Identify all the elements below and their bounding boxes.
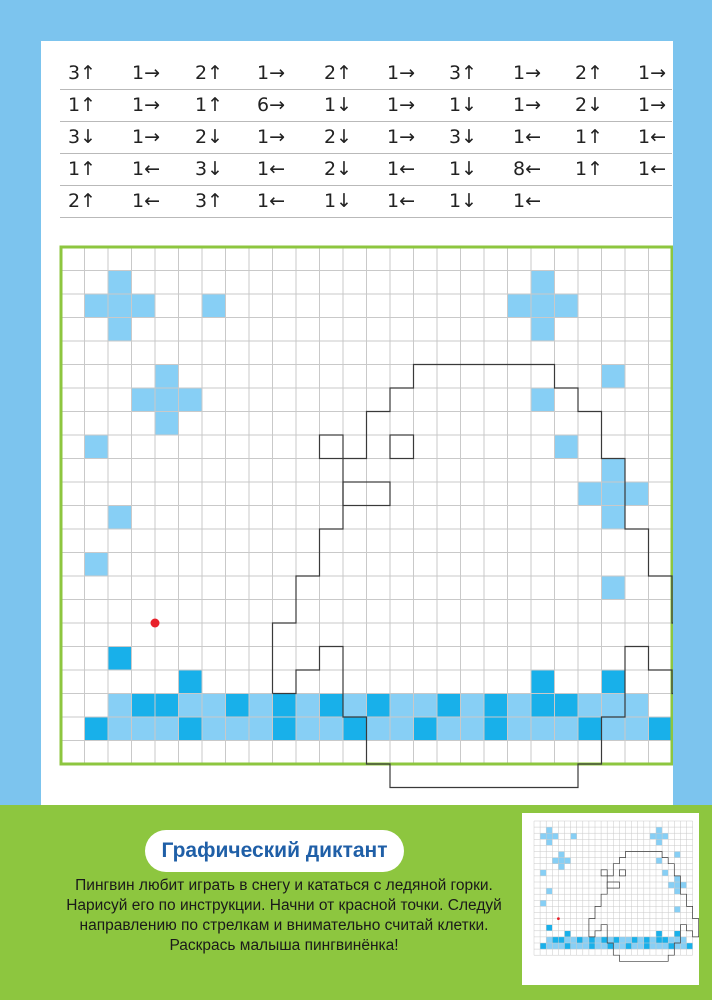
instruction-step: 3↓ (449, 126, 478, 148)
title-badge (145, 830, 404, 872)
instruction-step: 1→ (257, 126, 286, 148)
ice-cell-dark (555, 694, 579, 718)
ice-cell-light (531, 388, 555, 412)
ice-cell-light (656, 833, 662, 839)
ice-cell-light (674, 852, 680, 858)
ice-cell-light (552, 858, 558, 864)
ice-cell-light (108, 271, 132, 295)
ice-cell-light (296, 717, 320, 741)
ice-cell-light (249, 717, 273, 741)
instruction-step: 1← (132, 158, 161, 180)
ice-cell-light (546, 943, 552, 949)
ice-cell-dark (656, 931, 662, 937)
instruction-row (60, 186, 672, 218)
ice-cell-dark (668, 943, 674, 949)
ice-cell-light (132, 717, 156, 741)
instruction-row (60, 154, 672, 186)
instruction-step: 8← (513, 158, 542, 180)
ice-cell-light (650, 943, 656, 949)
ice-cell-light (668, 937, 674, 943)
ice-cell-dark (484, 694, 508, 718)
instruction-step: 2↑ (324, 62, 353, 84)
ice-cell-light (155, 388, 179, 412)
ice-cell-light (508, 717, 532, 741)
ice-cell-dark (602, 670, 626, 694)
ice-cell-light (552, 943, 558, 949)
ice-cell-dark (687, 943, 693, 949)
ice-cell-dark (626, 943, 632, 949)
instruction-step: 1↑ (575, 158, 604, 180)
ice-cell-light (662, 943, 668, 949)
ice-cell-dark (132, 694, 156, 718)
ice-cell-light (578, 694, 602, 718)
ice-cell-light (558, 864, 564, 870)
ice-cell-dark (607, 943, 613, 949)
instruction-step: 1← (387, 158, 416, 180)
instruction-step: 2↓ (195, 126, 224, 148)
dictation-grid (57, 243, 673, 789)
ice-cell-light (565, 858, 571, 864)
ice-cell-light (578, 482, 602, 506)
instruction-step: 1↑ (68, 94, 97, 116)
ice-cell-dark (226, 694, 250, 718)
ice-cell-light (602, 459, 626, 483)
instruction-step: 1→ (132, 126, 161, 148)
ice-cell-light (108, 694, 132, 718)
ice-cell-light (461, 694, 485, 718)
instruction-step: 6→ (257, 94, 286, 116)
instruction-step: 1→ (513, 62, 542, 84)
ice-cell-dark (546, 925, 552, 931)
ice-cell-light (531, 318, 555, 342)
ice-cell-light (602, 694, 626, 718)
ice-cell-light (656, 858, 662, 864)
ice-cell-light (674, 906, 680, 912)
ice-cell-light (668, 882, 674, 888)
ice-cell-light (558, 852, 564, 858)
ice-cell-light (662, 870, 668, 876)
ice-cell-light (632, 943, 638, 949)
ice-cell-light (577, 943, 583, 949)
ice-cell-dark (531, 694, 555, 718)
ice-cell-light (674, 876, 680, 882)
ice-cell-dark (577, 937, 583, 943)
ice-cell-light (619, 937, 625, 943)
ice-cell-light (571, 937, 577, 943)
ice-cell-light (202, 694, 226, 718)
ice-cell-light (650, 833, 656, 839)
instruction-step: 1→ (638, 94, 667, 116)
start-dot (557, 917, 560, 920)
ice-cell-light (320, 717, 344, 741)
ice-cell-light (546, 833, 552, 839)
instruction-step: 1→ (387, 94, 416, 116)
ice-cell-dark (179, 670, 203, 694)
instruction-step: 3↑ (449, 62, 478, 84)
ice-cell-dark (343, 717, 367, 741)
instruction-step: 2↑ (575, 62, 604, 84)
ice-cell-light (85, 553, 109, 577)
ice-cell-dark (437, 694, 461, 718)
ice-cell-light (674, 882, 680, 888)
instruction-step: 1↓ (449, 190, 478, 212)
instruction-step: 2↓ (324, 158, 353, 180)
ice-cell-dark (589, 943, 595, 949)
instruction-step: 1← (132, 190, 161, 212)
ice-cell-light (607, 937, 613, 943)
ice-cell-light (531, 294, 555, 318)
ice-cell-light (650, 937, 656, 943)
ice-cell-dark (644, 937, 650, 943)
ice-cell-dark (632, 937, 638, 943)
sample-penguin-thumbnail (522, 813, 699, 985)
ice-cell-light (155, 365, 179, 389)
ice-cell-light (680, 943, 686, 949)
ice-cell-light (508, 294, 532, 318)
ice-cell-light (601, 943, 607, 949)
ice-cell-light (85, 435, 109, 459)
ice-cell-light (602, 482, 626, 506)
ice-cell-light (656, 943, 662, 949)
ice-cell-light (619, 943, 625, 949)
ice-cell-light (202, 294, 226, 318)
ice-cell-light (595, 943, 601, 949)
ice-cell-light (531, 717, 555, 741)
ice-cell-light (108, 506, 132, 530)
ice-cell-dark (662, 937, 668, 943)
ice-cell-dark (484, 717, 508, 741)
ice-cell-light (531, 271, 555, 295)
ice-cell-light (546, 937, 552, 943)
ice-cell-dark (531, 670, 555, 694)
ice-cell-light (540, 900, 546, 906)
ice-cell-light (674, 937, 680, 943)
ice-cell-light (565, 937, 571, 943)
ice-cell-dark (179, 717, 203, 741)
ice-cell-light (602, 365, 626, 389)
ice-cell-light (626, 937, 632, 943)
instruction-step: 2↓ (575, 94, 604, 116)
ice-cell-dark (565, 931, 571, 937)
ice-cell-light (555, 294, 579, 318)
ice-cell-light (390, 694, 414, 718)
instruction-row (60, 90, 672, 122)
ice-cell-light (602, 576, 626, 600)
ice-cell-light (546, 839, 552, 845)
ice-cell-light (625, 717, 649, 741)
instruction-row (60, 58, 672, 90)
instruction-step: 1↓ (324, 94, 353, 116)
ice-cell-light (367, 717, 391, 741)
instruction-step: 1← (513, 190, 542, 212)
ice-cell-light (343, 694, 367, 718)
instruction-step: 3↑ (68, 62, 97, 84)
instruction-step: 1→ (513, 94, 542, 116)
ice-cell-dark (613, 937, 619, 943)
ice-cell-light (390, 717, 414, 741)
ice-cell-dark (674, 931, 680, 937)
instruction-step: 1↑ (575, 126, 604, 148)
ice-cell-dark (367, 694, 391, 718)
instruction-step: 1→ (257, 62, 286, 84)
ice-cell-light (155, 412, 179, 436)
start-dot (151, 619, 160, 628)
ice-cell-light (656, 839, 662, 845)
ice-cell-light (249, 694, 273, 718)
ice-cell-light (583, 937, 589, 943)
instruction-step: 1↓ (449, 158, 478, 180)
ice-cell-light (583, 943, 589, 949)
instruction-row (60, 122, 672, 154)
ice-cell-dark (552, 937, 558, 943)
ice-cell-light (155, 717, 179, 741)
instruction-step: 1↑ (195, 94, 224, 116)
ice-cell-dark (273, 717, 297, 741)
instruction-step: 1← (257, 190, 286, 212)
ice-cell-light (132, 294, 156, 318)
ice-cell-dark (656, 937, 662, 943)
ice-cell-light (226, 717, 250, 741)
ice-cell-light (571, 833, 577, 839)
instruction-step: 1← (638, 158, 667, 180)
ice-cell-light (625, 482, 649, 506)
ice-cell-light (296, 694, 320, 718)
ice-cell-light (638, 943, 644, 949)
ice-cell-light (602, 506, 626, 530)
instruction-step: 1← (257, 158, 286, 180)
instruction-step: 1↓ (324, 190, 353, 212)
ice-cell-light (552, 833, 558, 839)
ice-cell-light (179, 388, 203, 412)
ice-cell-light (461, 717, 485, 741)
ice-cell-dark (558, 937, 564, 943)
ice-cell-light (656, 827, 662, 833)
ice-cell-dark (155, 694, 179, 718)
ice-cell-light (625, 694, 649, 718)
ice-cell-light (680, 882, 686, 888)
ice-cell-dark (273, 694, 297, 718)
instruction-step: 1← (387, 190, 416, 212)
page-title: Графический диктант (161, 839, 388, 862)
instruction-step: 1← (638, 126, 667, 148)
ice-cell-light (571, 943, 577, 949)
instruction-step: 2↑ (68, 190, 97, 212)
ice-cell-light (674, 943, 680, 949)
ice-cell-dark (414, 717, 438, 741)
ice-cell-light (414, 694, 438, 718)
ice-cell-light (558, 943, 564, 949)
instruction-step: 3↓ (68, 126, 97, 148)
ice-cell-light (85, 294, 109, 318)
ice-cell-light (508, 694, 532, 718)
ice-cell-light (680, 937, 686, 943)
instruction-step: 3↑ (195, 190, 224, 212)
ice-cell-light (108, 294, 132, 318)
ice-cell-light (132, 388, 156, 412)
ice-cell-dark (649, 717, 673, 741)
instruction-step: 2↑ (195, 62, 224, 84)
instruction-step: 3↓ (195, 158, 224, 180)
task-description: Пингвин любит играть в снегу и кататься с ледяной горки. Нарисуй его по инструкции. Начни от красной точки. Следуй направлению по стрелкам и внимательно считай клетки. Раскрась малыша пингвинёнка! (66, 877, 502, 954)
ice-cell-dark (85, 717, 109, 741)
ice-cell-light (638, 937, 644, 943)
ice-cell-light (555, 435, 579, 459)
instruction-table (60, 58, 672, 218)
ice-cell-dark (565, 943, 571, 949)
instruction-step: 1→ (132, 62, 161, 84)
ice-cell-dark (644, 943, 650, 949)
ice-cell-dark (108, 647, 132, 671)
instruction-step: 2↓ (324, 126, 353, 148)
ice-cell-light (613, 943, 619, 949)
ice-cell-light (602, 717, 626, 741)
ice-cell-light (546, 888, 552, 894)
ice-cell-light (437, 717, 461, 741)
ice-cell-light (555, 717, 579, 741)
ice-cell-light (540, 870, 546, 876)
ice-cell-light (546, 827, 552, 833)
ice-cell-light (674, 888, 680, 894)
ice-cell-light (108, 318, 132, 342)
ice-cell-light (202, 717, 226, 741)
instruction-step: 1↓ (449, 94, 478, 116)
ice-cell-dark (320, 694, 344, 718)
ice-cell-light (595, 937, 601, 943)
instruction-step: 1→ (387, 126, 416, 148)
instruction-step: 1→ (387, 62, 416, 84)
ice-cell-dark (589, 937, 595, 943)
ice-cell-light (540, 833, 546, 839)
ice-cell-light (179, 694, 203, 718)
ice-cell-light (662, 833, 668, 839)
ice-cell-light (108, 717, 132, 741)
instruction-step: 1← (513, 126, 542, 148)
instruction-step: 1→ (638, 62, 667, 84)
ice-cell-dark (601, 937, 607, 943)
instruction-step: 1→ (132, 94, 161, 116)
instruction-step: 1↑ (68, 158, 97, 180)
ice-cell-light (558, 858, 564, 864)
ice-cell-dark (578, 717, 602, 741)
ice-cell-dark (540, 943, 546, 949)
